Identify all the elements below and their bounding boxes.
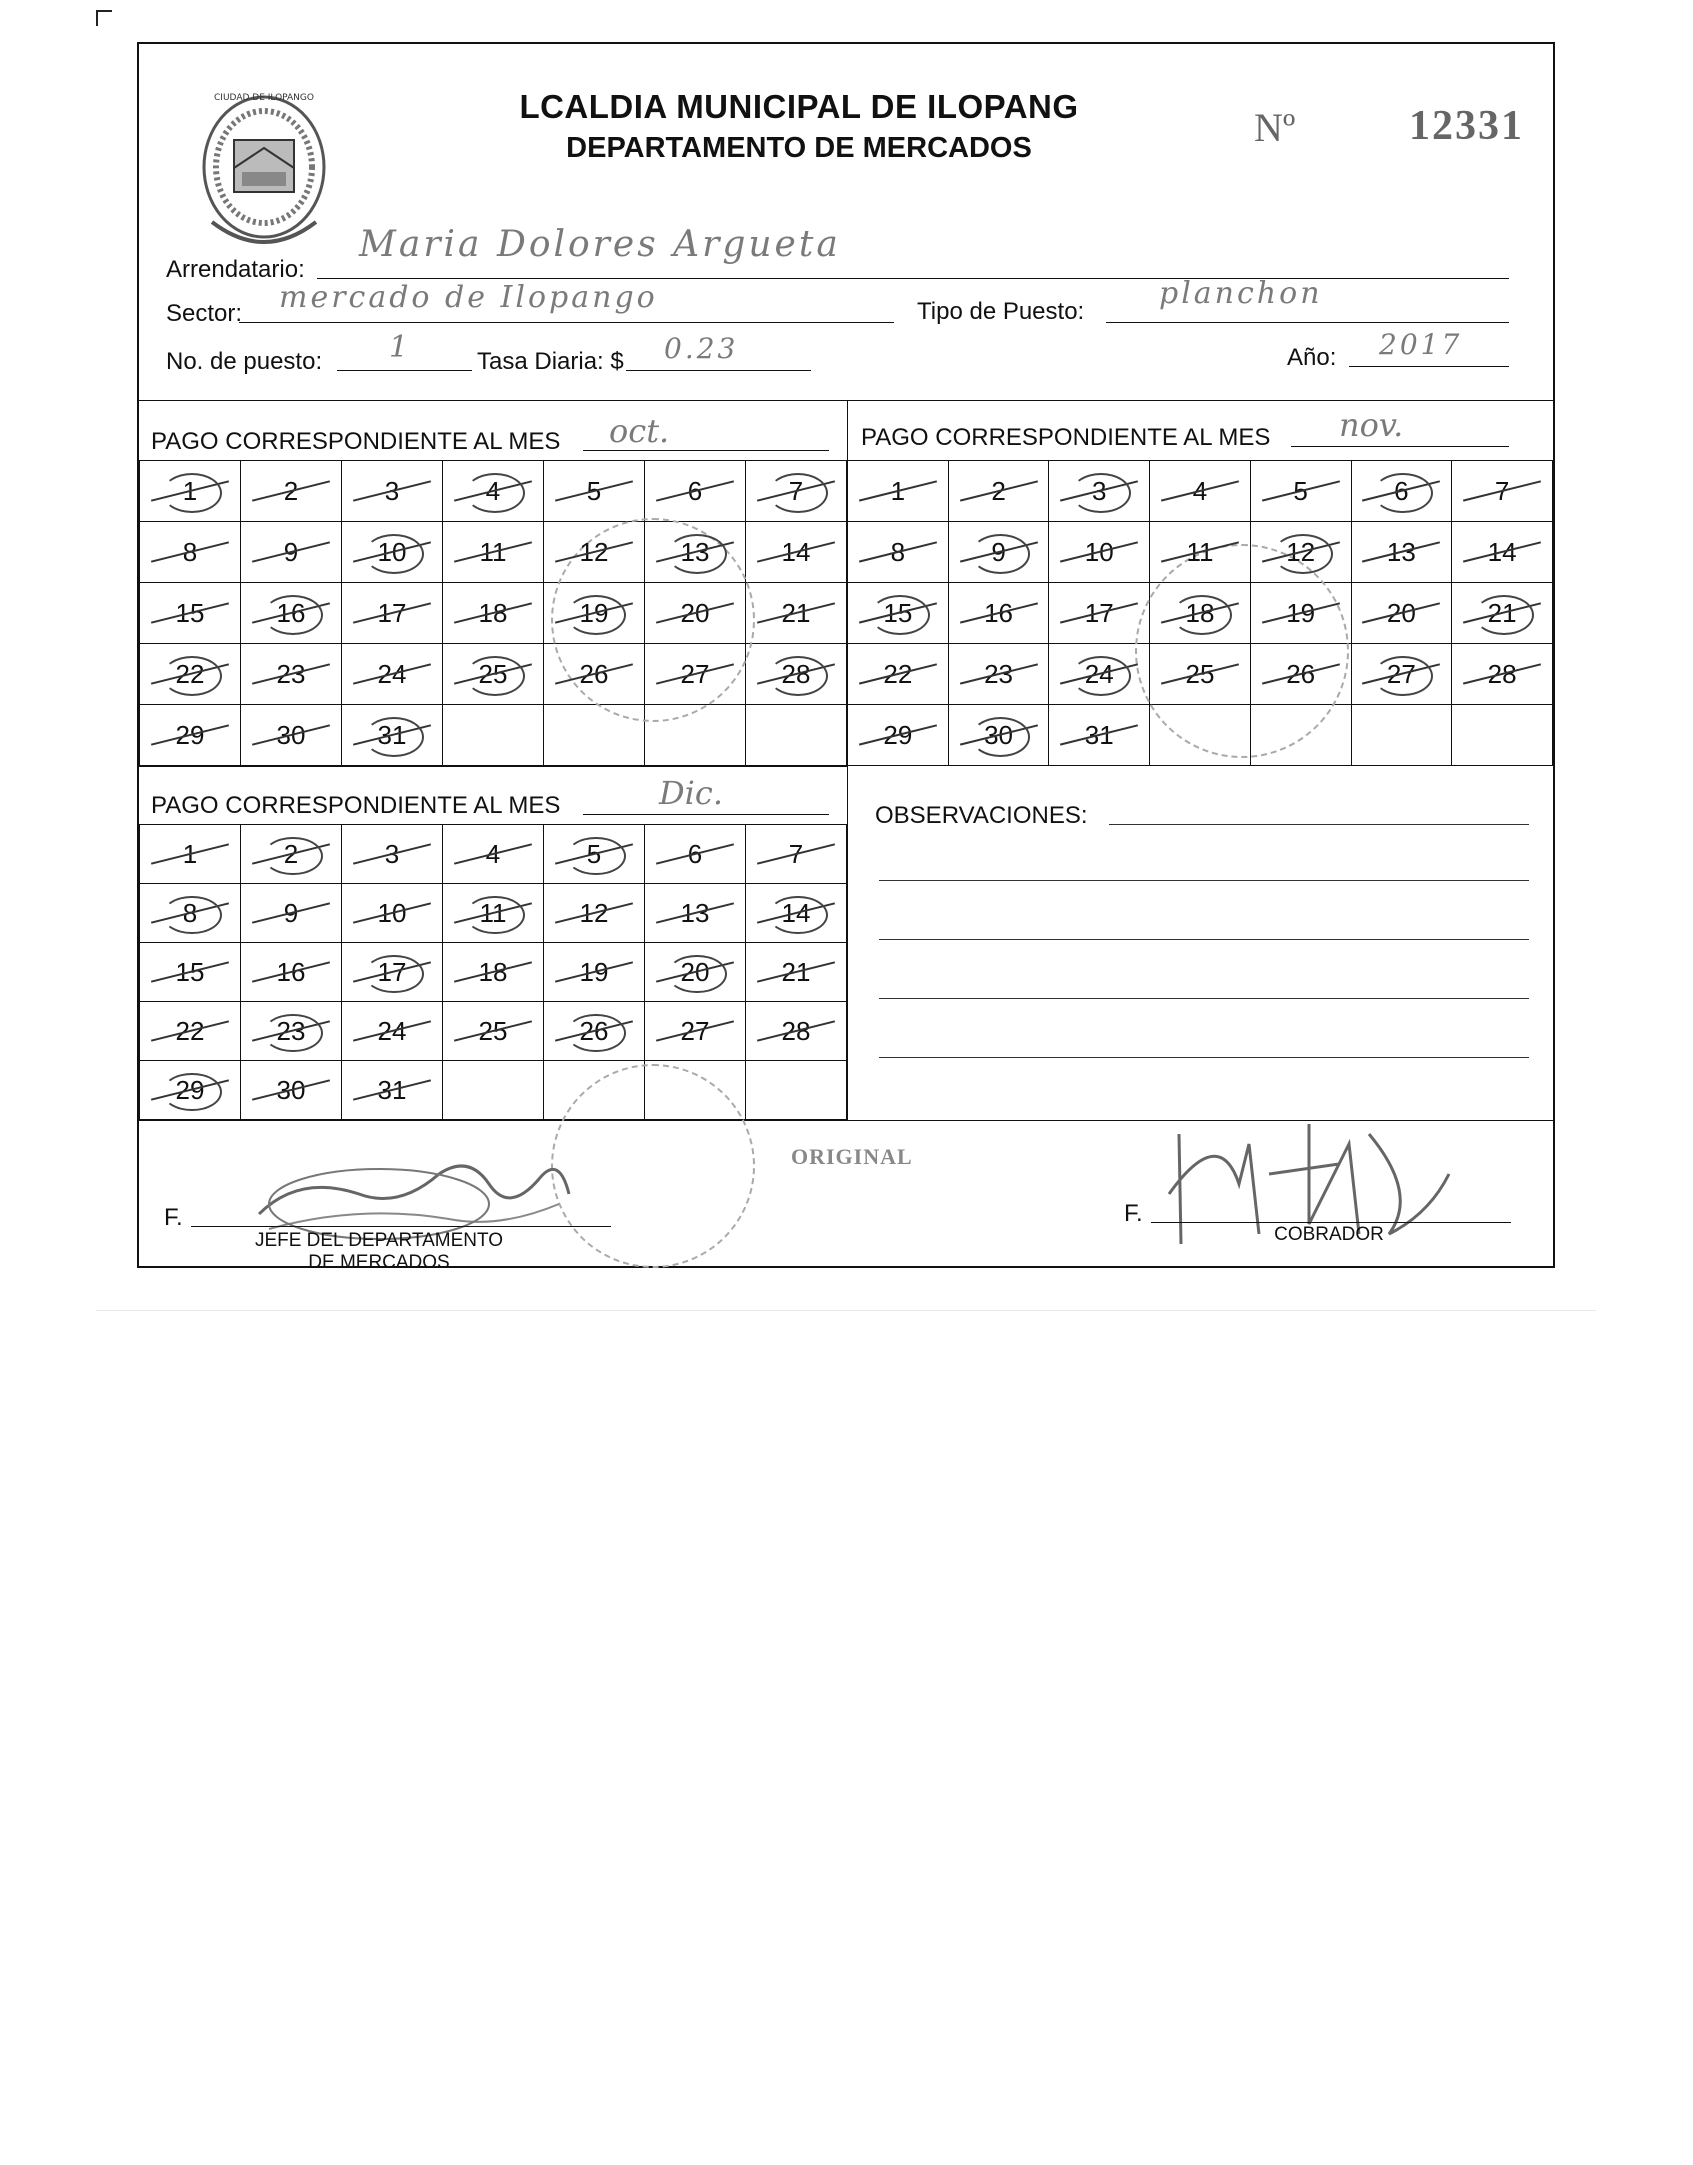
month-2-label: PAGO CORRESPONDIENTE AL MES — [861, 424, 1271, 451]
payment-loop-mark — [971, 534, 1031, 574]
day-cell — [241, 825, 342, 884]
day-number: 6 — [1394, 475, 1409, 506]
payment-loop-mark — [1071, 656, 1131, 696]
day-number: 28 — [1487, 658, 1517, 689]
tasa-label: Tasa Diaria: $ — [477, 348, 624, 375]
day-number: 3 — [384, 838, 400, 869]
day-number: 10 — [377, 897, 407, 928]
day-number: 23 — [276, 1015, 306, 1046]
day-number: 7 — [788, 838, 804, 869]
day-number: 17 — [377, 597, 407, 628]
sector-line — [239, 322, 894, 323]
jefe-label-line-1: JEFE DEL DEPARTAMENTO — [254, 1230, 504, 1251]
ano-label: Año: — [1287, 344, 1337, 371]
day-cell — [645, 884, 746, 943]
day-cell — [443, 943, 544, 1002]
day-number: 22 — [883, 658, 913, 689]
cobrador-signature-line — [1151, 1222, 1511, 1223]
day-cell — [1452, 461, 1553, 522]
payment-loop-mark — [263, 1014, 323, 1053]
day-cell — [140, 1002, 241, 1061]
day-cell — [342, 461, 443, 522]
day-cell — [241, 705, 342, 766]
day-cell — [848, 522, 949, 583]
day-cell — [746, 644, 847, 705]
day-cell — [241, 1061, 342, 1120]
day-number: 19 — [579, 597, 609, 628]
day-cell — [342, 943, 443, 1002]
month-1-label: PAGO CORRESPONDIENTE AL MES — [151, 428, 561, 455]
day-cell — [241, 644, 342, 705]
day-cell — [342, 1061, 443, 1120]
day-cell — [342, 825, 443, 884]
day-cell — [443, 461, 544, 522]
payment-loop-mark — [465, 656, 525, 696]
day-number: 23 — [276, 658, 306, 689]
day-cell — [1351, 461, 1452, 522]
scan-corner-mark — [96, 10, 112, 26]
day-number: 31 — [377, 719, 407, 750]
day-number: 2 — [991, 475, 1006, 506]
payment-loop-mark — [263, 837, 323, 876]
day-cell — [1049, 705, 1150, 766]
day-number: 17 — [1084, 597, 1114, 628]
day-cell — [746, 884, 847, 943]
day-number: 14 — [781, 536, 811, 567]
tipo-puesto-line — [1106, 322, 1509, 323]
day-number: 14 — [781, 897, 811, 928]
day-number: 23 — [984, 658, 1014, 689]
day-cell — [746, 522, 847, 583]
payment-loop-mark — [1071, 473, 1131, 513]
day-cell — [1351, 705, 1452, 766]
day-number: 12 — [579, 897, 609, 928]
day-number: 25 — [478, 658, 508, 689]
day-cell — [140, 884, 241, 943]
payment-loop-mark — [1373, 656, 1433, 696]
day-cell — [1250, 461, 1351, 522]
cobrador-label: COBRADOR — [1274, 1224, 1384, 1245]
day-number: 15 — [175, 956, 205, 987]
section-divider-top — [139, 400, 1553, 401]
day-number: 7 — [1494, 475, 1510, 506]
month-2-line — [1291, 446, 1509, 447]
day-number: 22 — [175, 1015, 205, 1046]
day-number: 3 — [384, 475, 400, 506]
day-cell — [746, 583, 847, 644]
payment-loop-mark — [162, 656, 222, 696]
f-right-label: F. — [1124, 1200, 1143, 1227]
day-number: 1 — [182, 475, 198, 506]
day-number: 25 — [1185, 658, 1215, 689]
day-number: 27 — [680, 1015, 710, 1046]
tipo-puesto-value: planchon — [1159, 276, 1323, 311]
day-cell — [544, 1002, 645, 1061]
day-number: 24 — [377, 1015, 407, 1046]
day-number: 30 — [984, 719, 1014, 750]
payment-loop-mark — [566, 837, 626, 876]
day-number: 15 — [175, 597, 205, 628]
day-cell — [241, 943, 342, 1002]
payment-loop-mark — [1172, 595, 1232, 635]
payment-loop-mark — [465, 896, 525, 935]
payment-loop-mark — [768, 656, 828, 696]
observaciones-label: OBSERVACIONES: — [875, 802, 1088, 829]
day-cell — [746, 1002, 847, 1061]
day-number: 21 — [781, 597, 811, 628]
day-number: 17 — [377, 956, 407, 987]
day-number: 9 — [991, 536, 1006, 567]
day-number: 6 — [687, 838, 703, 869]
arrendatario-label: Arrendatario: — [166, 256, 305, 283]
day-number: 16 — [276, 597, 306, 628]
day-cell — [1452, 644, 1553, 705]
section-divider-middle — [139, 766, 847, 767]
day-number: 12 — [579, 536, 609, 567]
tasa-line — [626, 370, 811, 371]
day-number: 18 — [478, 597, 508, 628]
day-cell — [342, 1002, 443, 1061]
jefe-signature-line — [191, 1226, 611, 1227]
day-number: 20 — [680, 956, 710, 987]
day-cell — [140, 522, 241, 583]
day-number: 13 — [680, 536, 710, 567]
seal-text: CIUDAD DE ILOPANGO — [214, 93, 314, 103]
day-number: 29 — [175, 719, 205, 750]
day-number: 20 — [680, 597, 710, 628]
municipal-seal-icon — [182, 72, 347, 262]
calendar-row — [140, 461, 847, 522]
market-payment-card — [137, 42, 1555, 1273]
calendar-row — [848, 461, 1553, 522]
day-number: 13 — [1386, 536, 1416, 567]
day-cell — [140, 583, 241, 644]
day-cell — [746, 943, 847, 1002]
day-number: 4 — [485, 838, 501, 869]
day-cell — [544, 943, 645, 1002]
day-number: 29 — [883, 719, 913, 750]
observaciones-line-1 — [1109, 824, 1529, 825]
payment-loop-mark — [263, 595, 323, 635]
day-cell — [140, 1061, 241, 1120]
day-number: 19 — [579, 956, 609, 987]
day-cell — [443, 705, 544, 766]
day-number: 27 — [680, 658, 710, 689]
day-number: 8 — [890, 536, 906, 567]
day-number: 8 — [182, 536, 198, 567]
month-3-line — [583, 814, 829, 815]
day-number: 21 — [1487, 597, 1517, 628]
day-cell — [1049, 522, 1150, 583]
puesto-value: 1 — [389, 330, 412, 365]
day-cell — [241, 884, 342, 943]
calendar-row — [140, 1002, 847, 1061]
day-number: 30 — [276, 1074, 306, 1105]
day-cell — [1150, 461, 1251, 522]
day-cell — [443, 583, 544, 644]
calendar-row — [140, 943, 847, 1002]
day-number: 4 — [1192, 475, 1208, 506]
day-number: 18 — [478, 956, 508, 987]
day-number: 19 — [1286, 597, 1316, 628]
sector-value: mercado de Ilopango — [279, 280, 658, 315]
observaciones-line-2 — [879, 880, 1529, 881]
day-cell — [443, 884, 544, 943]
day-cell — [140, 644, 241, 705]
day-cell — [1452, 583, 1553, 644]
number-label: Nº — [1254, 105, 1296, 150]
f-left-label: F. — [164, 1204, 183, 1231]
day-number: 12 — [1286, 536, 1316, 567]
original-mark: ORIGINAL — [791, 1144, 913, 1169]
day-cell — [241, 583, 342, 644]
day-cell — [1049, 583, 1150, 644]
day-cell — [948, 522, 1049, 583]
day-cell — [443, 522, 544, 583]
page-subtitle: DEPARTAMENTO DE MERCADOS — [566, 132, 1032, 164]
day-number: 11 — [1186, 536, 1214, 567]
calendar-row — [140, 825, 847, 884]
day-cell — [544, 825, 645, 884]
day-number: 6 — [687, 475, 703, 506]
month-3-value: Dic. — [659, 774, 723, 812]
day-number: 24 — [1084, 658, 1114, 689]
day-cell — [848, 705, 949, 766]
day-cell — [746, 461, 847, 522]
payment-loop-mark — [768, 473, 828, 513]
day-number: 16 — [276, 956, 306, 987]
payment-loop-mark — [1273, 534, 1333, 574]
day-cell — [1049, 461, 1150, 522]
day-cell — [1351, 522, 1452, 583]
day-number: 16 — [984, 597, 1014, 628]
day-number: 24 — [377, 658, 407, 689]
day-number: 27 — [1386, 658, 1416, 689]
calendar-row — [140, 884, 847, 943]
payment-loop-mark — [1474, 595, 1534, 635]
jefe-label-line-2: DE MERCADOS — [308, 1252, 450, 1273]
day-number: 2 — [283, 838, 299, 869]
day-cell — [140, 943, 241, 1002]
payment-loop-mark — [566, 595, 626, 635]
stamp-nov — [1135, 544, 1349, 758]
day-number: 21 — [781, 956, 811, 987]
payment-loop-mark — [364, 955, 424, 994]
day-cell — [848, 583, 949, 644]
day-cell — [443, 1061, 544, 1120]
day-number: 26 — [579, 1015, 609, 1046]
arrendatario-line — [317, 278, 1509, 279]
observaciones-line-3 — [879, 939, 1529, 940]
day-number: 4 — [485, 475, 501, 506]
arrendatario-value: Maria Dolores Argueta — [359, 224, 841, 265]
payment-loop-mark — [162, 896, 222, 935]
payment-loop-mark — [162, 1073, 222, 1112]
day-cell — [342, 884, 443, 943]
calendar-row — [140, 705, 847, 766]
day-cell — [342, 644, 443, 705]
day-cell — [645, 461, 746, 522]
month-2-value: nov. — [1339, 406, 1404, 444]
payment-loop-mark — [364, 717, 424, 757]
day-number: 5 — [1293, 475, 1308, 506]
day-number: 15 — [883, 597, 913, 628]
day-cell — [746, 825, 847, 884]
day-cell — [544, 884, 645, 943]
payment-loop-mark — [768, 896, 828, 935]
day-number: 9 — [283, 536, 299, 567]
day-number: 9 — [283, 897, 299, 928]
calendar-row — [140, 1061, 847, 1120]
day-number: 14 — [1487, 536, 1517, 567]
ano-value: 2017 — [1379, 328, 1463, 361]
day-number: 31 — [1084, 719, 1114, 750]
day-number: 28 — [781, 1015, 811, 1046]
day-cell — [1351, 644, 1452, 705]
payment-loop-mark — [162, 473, 222, 513]
payment-loop-mark — [566, 1014, 626, 1053]
day-cell — [1452, 705, 1553, 766]
day-cell — [746, 705, 847, 766]
day-cell — [948, 644, 1049, 705]
day-number: 28 — [781, 658, 811, 689]
day-cell — [443, 825, 544, 884]
day-cell — [342, 522, 443, 583]
day-number: 8 — [182, 897, 198, 928]
day-number: 29 — [175, 1074, 205, 1105]
tipo-puesto-label: Tipo de Puesto: — [917, 298, 1085, 325]
day-number: 20 — [1386, 597, 1416, 628]
payment-loop-mark — [1373, 473, 1433, 513]
day-number: 5 — [586, 838, 602, 869]
day-cell — [544, 461, 645, 522]
month-1-value: oct. — [609, 412, 670, 450]
observaciones-line-5 — [879, 1057, 1529, 1058]
jefe-label — [229, 1230, 529, 1274]
month-3-calendar — [139, 824, 847, 1120]
tasa-value: 0.23 — [664, 332, 739, 365]
day-cell — [241, 522, 342, 583]
day-cell — [140, 705, 241, 766]
day-number: 26 — [1286, 658, 1316, 689]
month-3-label: PAGO CORRESPONDIENTE AL MES — [151, 792, 561, 819]
day-cell — [443, 644, 544, 705]
day-number: 5 — [586, 475, 602, 506]
payment-loop-mark — [870, 595, 930, 635]
day-number: 11 — [479, 897, 507, 928]
page-title: LCALDIA MUNICIPAL DE ILOPANG — [519, 88, 1079, 125]
day-cell — [1452, 522, 1553, 583]
day-number: 10 — [1084, 536, 1114, 567]
sector-label: Sector: — [166, 300, 243, 327]
day-cell — [645, 1002, 746, 1061]
stamp-footer — [551, 1064, 755, 1268]
day-cell — [645, 943, 746, 1002]
day-number: 25 — [478, 1015, 508, 1046]
day-cell — [746, 1061, 847, 1120]
payment-loop-mark — [667, 955, 727, 994]
day-number: 11 — [479, 536, 507, 567]
day-number: 3 — [1092, 475, 1107, 506]
day-cell — [140, 461, 241, 522]
day-number: 1 — [890, 475, 906, 506]
day-cell — [241, 461, 342, 522]
day-number: 22 — [175, 658, 205, 689]
day-cell — [342, 583, 443, 644]
day-cell — [443, 1002, 544, 1061]
day-number: 31 — [377, 1074, 407, 1105]
day-cell — [342, 705, 443, 766]
payment-loop-mark — [971, 717, 1031, 757]
observaciones-line-4 — [879, 998, 1529, 999]
day-number: 13 — [680, 897, 710, 928]
day-cell — [948, 583, 1049, 644]
payment-loop-mark — [364, 534, 424, 574]
ano-line — [1349, 366, 1509, 367]
day-cell — [241, 1002, 342, 1061]
day-number: 7 — [788, 475, 804, 506]
day-cell — [948, 705, 1049, 766]
day-cell — [848, 644, 949, 705]
day-number: 1 — [182, 838, 198, 869]
day-number: 30 — [276, 719, 306, 750]
day-number: 10 — [377, 536, 407, 567]
day-cell — [1351, 583, 1452, 644]
puesto-label: No. de puesto: — [166, 348, 323, 375]
day-number: 18 — [1185, 597, 1215, 628]
day-cell — [140, 825, 241, 884]
scan-edge — [96, 1310, 1596, 1311]
folio-number: 12331 — [1409, 103, 1524, 149]
day-cell — [645, 825, 746, 884]
day-number: 26 — [579, 658, 609, 689]
payment-loop-mark — [465, 473, 525, 513]
day-number: 2 — [283, 475, 299, 506]
payment-loop-mark — [667, 534, 727, 574]
month-1-line — [583, 450, 829, 451]
day-cell — [848, 461, 949, 522]
puesto-line — [337, 370, 472, 371]
day-cell — [948, 461, 1049, 522]
